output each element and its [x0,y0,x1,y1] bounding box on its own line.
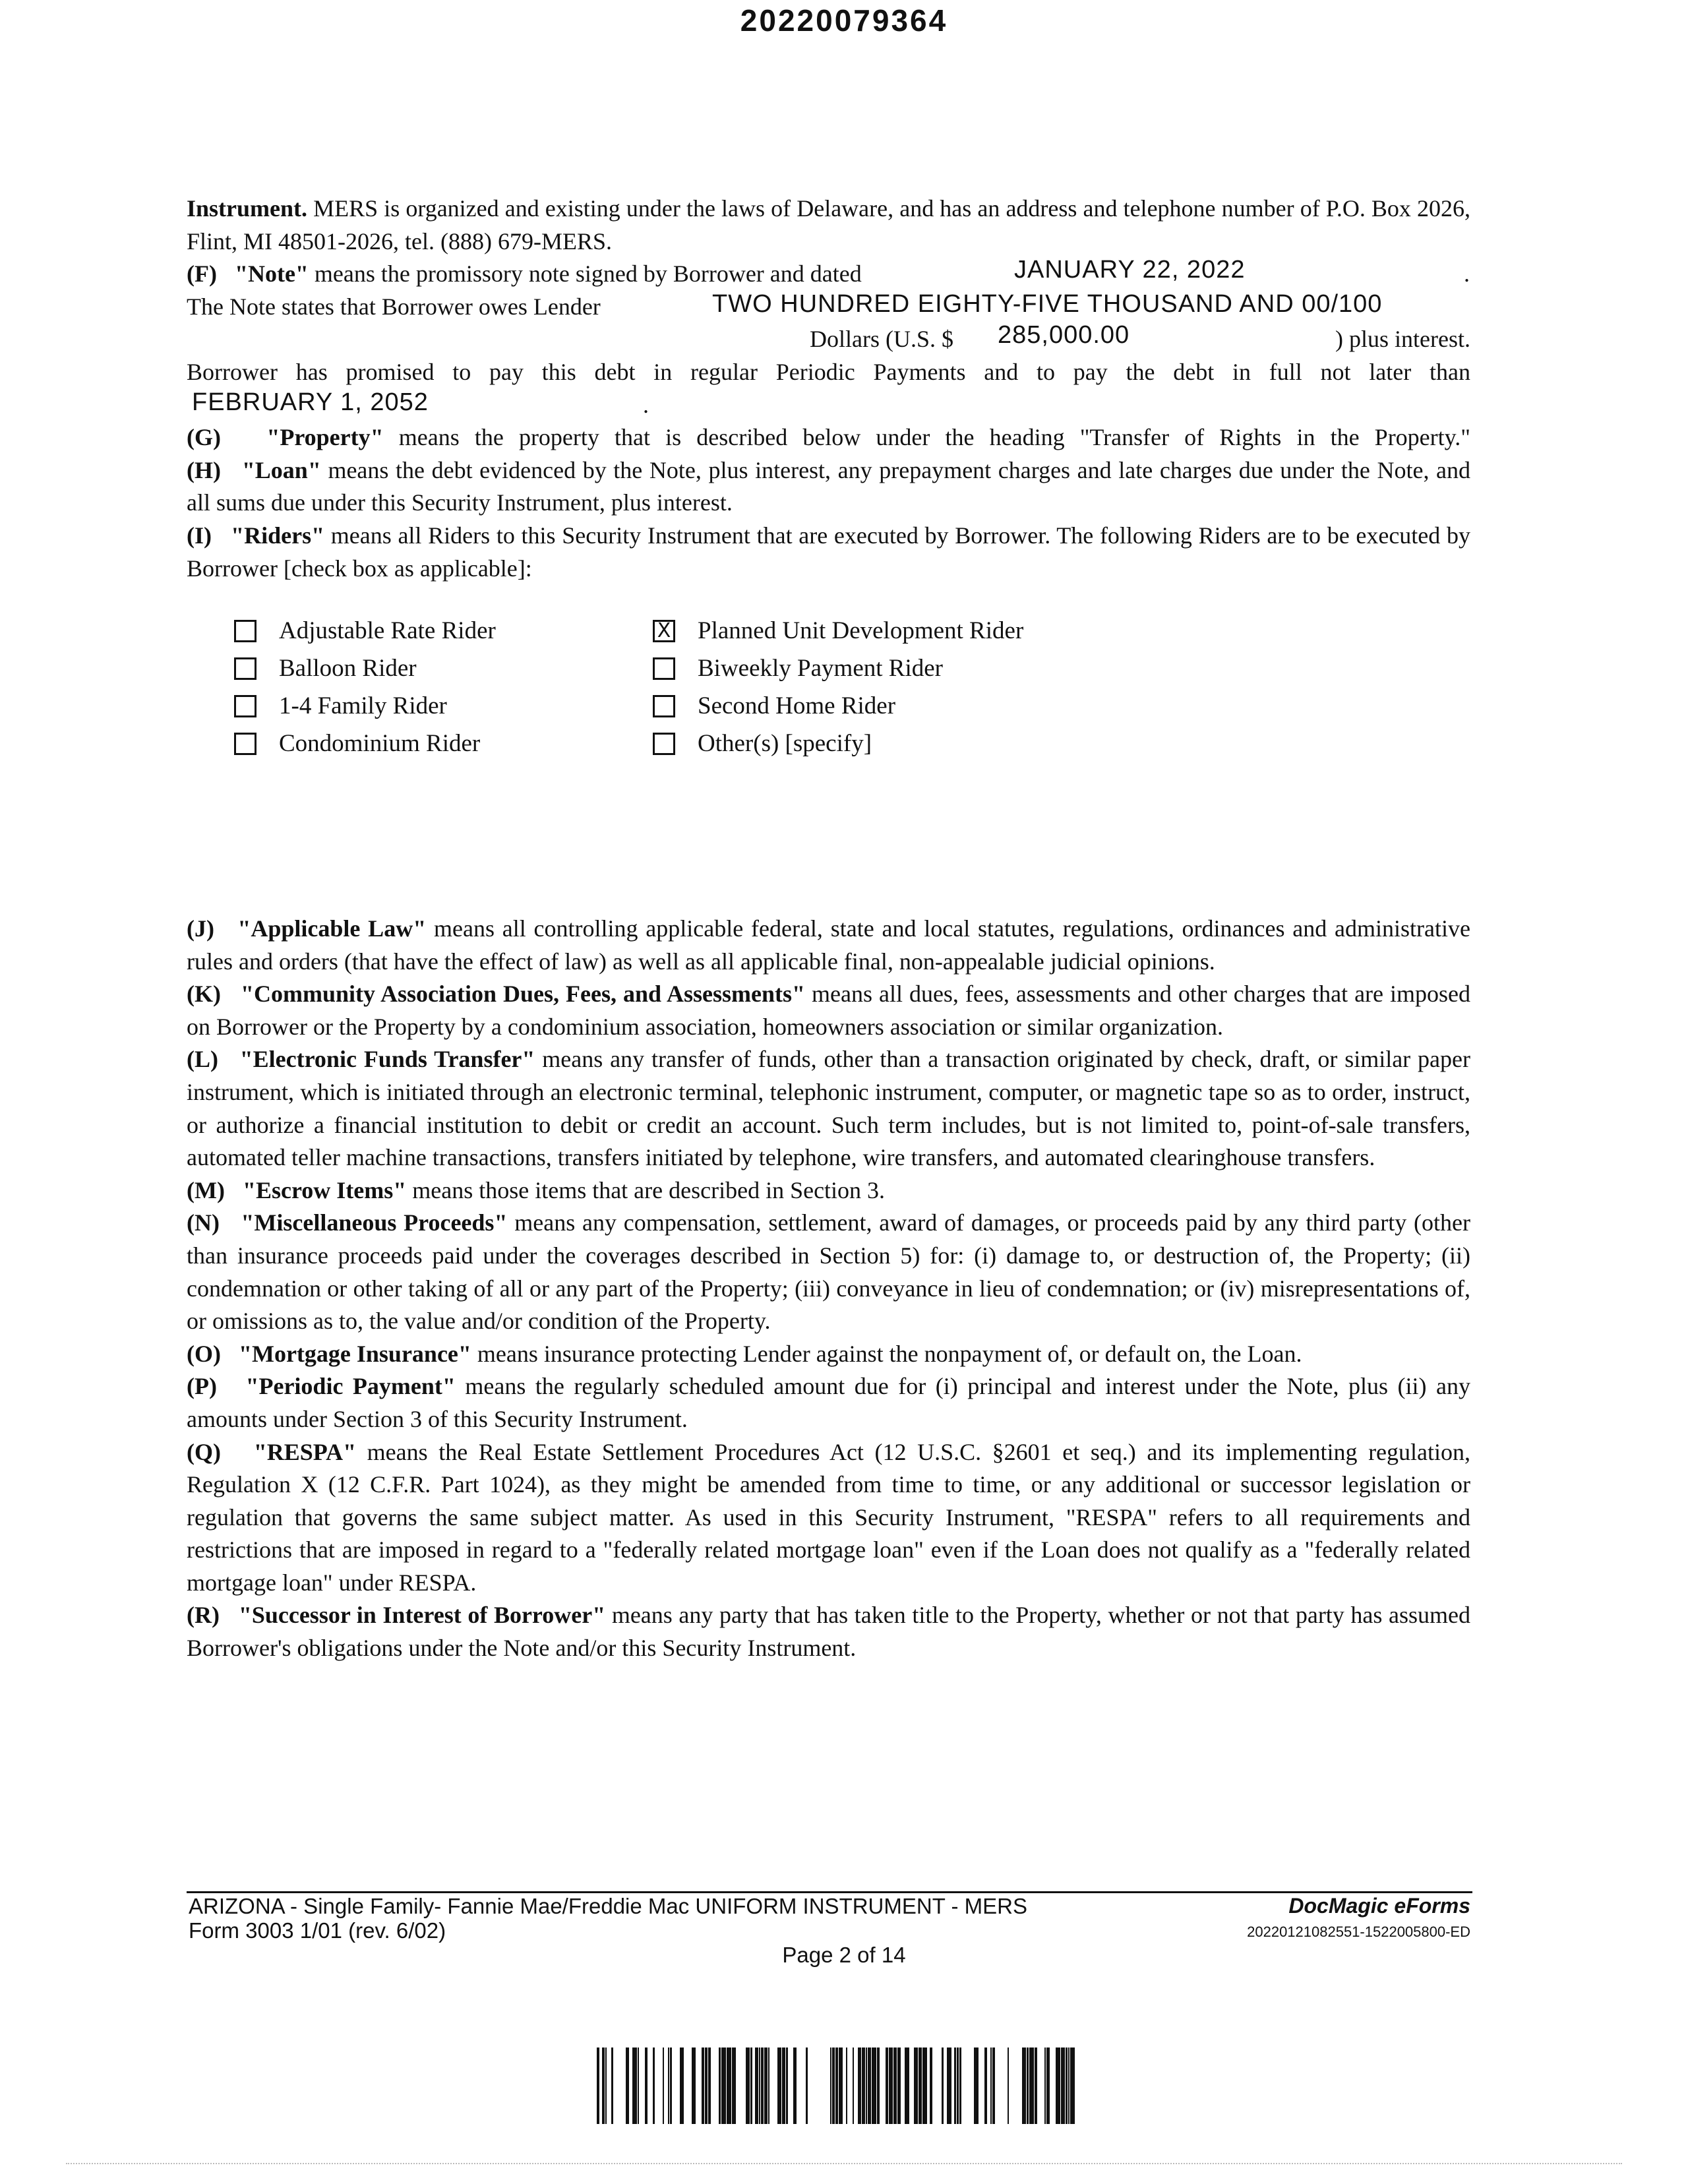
def-j [187,913,1470,978]
barcode-bar [793,2048,797,2124]
barcode-bar [786,2048,788,2124]
def-h-text-2: the Note, and all sums due under this Security Instrument, plus interest. [187,456,1471,516]
def-tag: (M) [187,1176,225,1203]
rider-label: 1-4 Family Rider [279,692,447,719]
riders-checklist [234,617,1223,767]
note-term: "Note" [234,260,309,288]
def-h-term: "Loan" [241,456,321,483]
maturity-dot: . [643,391,649,418]
barcode-bar [877,2048,880,2124]
barcode-bar [866,2048,867,2124]
barcode-bar [872,2048,876,2124]
barcode-bar [732,2048,736,2124]
rider-label: Balloon Rider [279,655,417,682]
barcode-bar [761,2048,764,2124]
barcode-bar [1044,2048,1046,2124]
footer-form-info [189,1894,1027,1943]
barcode-bar [930,2048,932,2124]
barcode-bar [605,2048,607,2124]
barcode-bar [663,2048,664,2124]
barcode-bar [957,2048,959,2124]
def-term: "Escrow Items" [242,1176,407,1203]
barcode-bar [1008,2048,1009,2124]
note-date: JANUARY 22, 2022 [1014,256,1246,284]
def-m [187,1174,1470,1207]
note-line-3 [187,323,1470,356]
barcode-bar [727,2048,731,2124]
recording-number: 20220079364 [740,3,948,38]
barcode-bar [632,2048,637,2124]
barcode-bar [919,2048,922,2124]
barcode-bar [602,2048,605,2124]
page-number: Page 2 of 14 [782,1943,906,1967]
def-i [187,520,1470,585]
barcode-bar [702,2048,704,2124]
rider-checkbox[interactable] [653,733,675,755]
barcode-bar [597,2048,599,2124]
barcode-bar [1061,2048,1065,2124]
barcode-bar [1029,2048,1034,2124]
rider-planned-unit-development [653,617,1023,645]
footer-line-1: ARIZONA - Single Family- Fannie Mae/Freddie Mac UNIFORM INSTRUMENT - MERS [189,1894,1027,1918]
def-tag: (Q) [187,1438,221,1465]
rider-row [234,617,1223,654]
def-term: "Successor in Interest of Borrower" [238,1602,606,1629]
rider-checkbox[interactable] [234,733,256,755]
def-o [187,1338,1470,1371]
barcode-bar [645,2048,648,2124]
barcode-bar [705,2048,708,2124]
maturity-date: FEBRUARY 1, 2052 [192,388,429,416]
barcode-bar [668,2048,669,2124]
def-r [187,1599,1470,1664]
def-text: means any party that has taken title to the Property, whether or not that party has assumed Borrower's obligations under the Note and/or this Security Instrument. [187,1602,1471,1662]
barcode-bar [858,2048,861,2124]
barcode-bar [942,2048,944,2124]
note-line-4 [187,356,1470,389]
rider-balloon [234,654,417,682]
barcode-bar [853,2048,854,2124]
rider-adjustable-rate [234,617,496,645]
def-text: means all controlling applicable federal, state and local statutes, regulations, ordinances and administrative rules and orders (that have the effect of law) as well as all applicable final, non-appealable judicial opinions. [187,915,1470,975]
barcode-bar [959,2048,961,2124]
document-body [187,193,1470,585]
rider-biweekly-payment [653,654,943,682]
def-tag: (O) [187,1340,221,1367]
barcode-bar [922,2048,927,2124]
def-term: "Periodic Payment" [245,1373,456,1400]
def-q [187,1436,1470,1600]
def-tag: (R) [187,1602,220,1629]
rider-second-home [653,692,895,720]
definitions-list [187,913,1470,1665]
barcode-bar [692,2048,696,2124]
barcode-bar [755,2048,758,2124]
note-dot: . [1464,260,1470,288]
def-i-text-2: to be executed by Borrower [check box as applicable]: [187,522,1470,582]
barcode-bar [764,2048,768,2124]
barcode-bar [782,2048,785,2124]
def-term: "RESPA" [253,1438,357,1465]
rider-label: Planned Unit Development Rider [698,617,1024,644]
footer-divider [187,1891,1472,1893]
def-p [187,1370,1470,1436]
rider-checkbox[interactable] [653,657,675,680]
def-text: means any compensation, settlement, award of damages, or proceeds paid by any third party (other than insurance proceeds paid under the coverages described in Section 5) for: (i) damage to, or destruction of, the Property; (ii) condemnation or other taking of all or any part of the Property; (iii) conveyance in lieu of condemnation; or (iv) misrepresentations of, or omissions as to, the value and/or condition of the Property. [187,1209,1471,1335]
def-tag: (L) [187,1046,218,1073]
barcode-bar [914,2048,918,2124]
barcode-bar [806,2048,808,2124]
barcode-bar [1068,2048,1070,2124]
barcode-bar [846,2048,847,2124]
def-text: means insurance protecting Lender against the nonpayment of, or default on, the Loan. [477,1340,1302,1367]
barcode-image [597,2048,1078,2124]
barcode-bar [626,2048,629,2124]
barcode-bar [893,2048,897,2124]
note-line-1 [187,258,1470,291]
intro-paragraph [187,193,1470,258]
def-h-text-1: means the debt evidenced by the Note, plus interest, any prepayment charges and late charges due under [328,456,1335,483]
barcode-bar [947,2048,951,2124]
def-text: means those items that are described in Section 3. [412,1176,886,1203]
barcode-bar [832,2048,835,2124]
rider-1-4-family [234,692,447,720]
barcode-bar [984,2048,987,2124]
def-n [187,1207,1470,1337]
def-k [187,978,1470,1043]
barcode-bar [889,2048,893,2124]
note-line-2 [187,291,1470,324]
def-text: means the regularly scheduled amount due for (i) principal and interest under the Note, plus (ii) any amounts under Section 3 of this Security Instrument. [187,1373,1471,1432]
def-term: "Miscellaneous Proceeds" [241,1209,508,1236]
note-text-1: means the promissory note signed by Borrower and dated [314,260,862,288]
rider-checkbox[interactable] [653,695,675,717]
barcode-bar [1056,2048,1060,2124]
barcode-bar [638,2048,639,2124]
barcode-bar [721,2048,726,2124]
footer-doc-code: 20220121082551-1522005800-ED [1247,1924,1470,1940]
barcode-bar [1027,2048,1029,2124]
rider-condominium [234,729,480,758]
note-text-4: Borrower has promised to pay this debt in regular Periodic Payments and to pay the debt in full not later than [187,358,1470,385]
barcode-bar [905,2048,909,2124]
note-text-2: The Note states that Borrower owes Lender [187,293,601,320]
barcode-bar [708,2048,711,2124]
intro-line1: MERS is organized and existing under the laws of Delaware, and has an address and telephone number [313,195,1294,222]
barcode-bar [992,2048,995,2124]
def-text: means all dues, fees, assessments and other charges that are imposed on Borrower or the Property by a condominium association, homeowners association or similar organization. [187,981,1471,1040]
footer-vendor [1247,1894,1470,1941]
barcode-bar [974,2048,979,2124]
barcode-bar [990,2048,992,2124]
def-tag: (K) [187,981,221,1008]
def-h [187,454,1470,520]
def-i-tag: (I) [187,522,212,549]
rider-row [234,654,1223,692]
rider-label: Adjustable Rate Rider [279,617,496,644]
rider-row [234,692,1223,729]
def-text: means any transfer of funds, other than a transaction originated by check, draft, or similar paper instrument, which is initiated through an electronic terminal, telephonic instrument, computer, or magnetic tape so as to order, instruct, or authorize a financial institution to debit or credit an account. Such term includes, but is not limited to, point-of-sale transfers, automated teller machine transactions, transfers initiated by telephone, wire transfers, and automated clearinghouse transfers. [187,1046,1471,1171]
barcode-bar [653,2048,655,2124]
barcode-bar [1035,2048,1037,2124]
def-term: "Mortgage Insurance" [238,1340,471,1367]
intro-line2: of P.O. Box 2026, Flint, MI 48501-2026, tel. (888) 679-MERS. [187,195,1471,255]
rider-label: Other(s) [specify] [698,730,872,757]
def-g-tag: (G) [187,424,221,451]
rider-label: Condominium Rider [279,730,481,757]
footer-line-2: Form 3003 1/01 (rev. 6/02) [189,1918,446,1943]
rider-other [653,729,872,758]
intro-bold: Instrument. [187,195,308,222]
note-tag: (F) [187,260,217,288]
def-term: "Community Association Dues, Fees, and Assessments" [240,981,805,1008]
barcode-bar [1066,2048,1068,2124]
barcode-bar [954,2048,956,2124]
barcode-bar [680,2048,684,2124]
barcode-bar [835,2048,838,2124]
def-tag: (N) [187,1209,220,1236]
note-dollars: Dollars (U.S. $ [810,326,953,353]
barcode-bar [830,2048,831,2124]
note-amount: 285,000.00 [998,321,1130,349]
def-l [187,1043,1470,1174]
def-tag: (J) [187,915,214,942]
rider-checkbox[interactable] [234,695,256,717]
rider-label: Biweekly Payment Rider [698,655,943,682]
barcode-bar [1046,2048,1050,2124]
barcode-bar [839,2048,843,2124]
barcode-bar [1070,2048,1075,2124]
barcode-bar [719,2048,721,2124]
def-text: means the Real Estate Settlement Procedures Act (12 U.S.C. §2601 et seq.) and its implementing regulation, Regulation X (12 C.F.R. Part 1024), as they might be amended from time to time, or any additional or successor legislation or regulation that governs the same subject matter. As used in this Security Instrument, "RESPA" refers to all requirements and restrictions that are imposed in regard to a "federally related mortgage loan" even if the Loan does not qualify as a "federally related mortgage loan" under RESPA. [187,1438,1471,1596]
def-h-tag: (H) [187,456,221,483]
barcode-bar [750,2048,752,2124]
note-amount-words: TWO HUNDRED EIGHTY-FIVE THOUSAND AND 00/100 [712,289,1383,318]
note-line-5 [187,389,1470,422]
barcode-bar [670,2048,672,2124]
rider-row [234,729,1223,767]
rider-checkbox[interactable]: X [653,620,675,642]
rider-label: Second Home Rider [698,692,896,719]
def-term: "Applicable Law" [237,915,427,942]
barcode-bar [611,2048,613,2124]
barcode-bar [768,2048,769,2124]
note-plus-interest: ) plus interest. [1335,326,1470,353]
docmagic-logo: DocMagic eForms [1288,1894,1470,1918]
barcode-bar [1022,2048,1026,2124]
def-g [187,421,1470,454]
rider-checkbox[interactable] [234,620,256,642]
barcode-bar [886,2048,888,2124]
barcode-bar [777,2048,781,2124]
def-i-text-1: means all Riders to this Security Instrument that are executed by Borrower. The following Riders are [330,522,1296,549]
barcode-bar [746,2048,750,2124]
def-g-text: means the property that is described below under the heading "Transfer of Rights in the Property." [398,424,1471,451]
rider-checkbox[interactable] [234,657,256,680]
barcode-bar [759,2048,760,2124]
def-g-term: "Property" [266,424,384,451]
scan-artifact-line [66,2163,1622,2166]
barcode-bar [897,2048,901,2124]
def-i-term: "Riders" [231,522,325,549]
barcode-bar [862,2048,865,2124]
barcode-bar [868,2048,871,2124]
def-term: "Electronic Funds Transfer" [239,1046,535,1073]
def-tag: (P) [187,1373,217,1400]
